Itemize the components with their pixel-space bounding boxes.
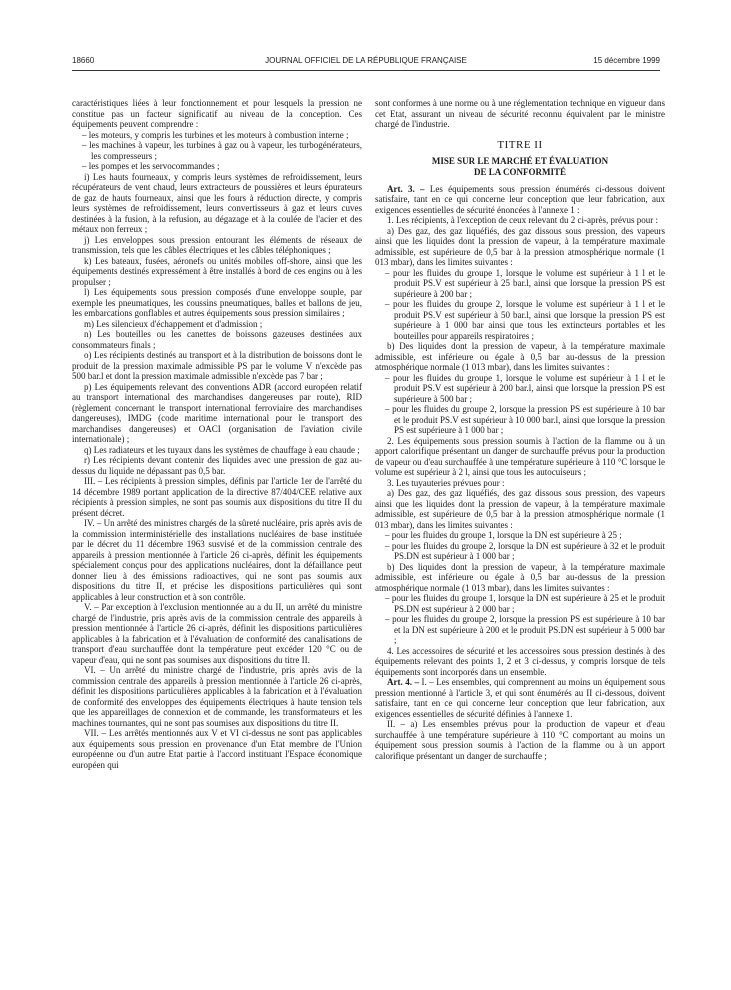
article-3-text: Les équipements sous pression énumérés ci-dessous doivent satisfaire, tant en ce qui concerne leur conception que leur fabrication, aux exigences essentielles de sécurité énoncées à l'annexe 1 : [375, 183, 665, 215]
paragraph: 4. Les accessoires de sécurité et les accessoires sous pression destinés à des équipements relevant des points 1, 2 et 3 ci-dessus, y compris lorsque de tels équipements sont incorporés dans un ensemble. [375, 645, 665, 677]
paragraph: i) Les hauts fourneaux, y compris leurs systèmes de refroidissement, leurs récupérateurs de vent chaud, leurs extracteurs de poussières et leurs épurateurs de gaz de hauts fourneaux, ainsi que les fours à réduction directe, y compris leurs systèmes de refroidissement, leurs convertisseurs à gaz et leurs cuves destinées à la fusion, à la refusion, au dégazage et à la coulée de l'acier et des métaux non ferreux ; [72, 171, 362, 234]
paragraph: a) Des gaz, des gaz liquéfiés, des gaz dissous sous pression, des vapeurs ainsi que les liquides dont la pression de vapeur, à la température maximale admissible, est supérieure de 0,5 bar à la pression atmosphérique normale (1 013 mbar), dans les limites suivantes : [375, 225, 665, 267]
list-item: – pour les fluides du groupe 1, lorsque le volume est supérieur à 1 l et le produit PS.V est supérieur à 25 bar.l, ainsi que lorsque la pression PS est supérieure à 200 bar ; [375, 268, 665, 300]
paragraph: b) Des liquides dont la pression de vapeur, à la température maximale admissible, est inférieure ou égale à 0,5 bar au-dessus de la pression atmosphérique normale (1 013 mbar), dans les limites suivantes : [375, 561, 665, 593]
paragraph: IV. – Un arrêté des ministres chargés de la sûreté nucléaire, pris après avis de la commission interministérielle des installations nucléaires de base instituée par le décret du 11 décembre 1963 susvisé et de la commission centrale des appareils à pression mentionnée à l'article 26 ci-après, définit les équipements spécialement conçus pour des applications nucléaires, dont la défaillance peut donner lieu à des émissions radioactives, qui ne sont pas soumis aux dispositions du titre II, et précise les dispositions particulières qui sont applicables à leur construction et à son contrôle. [72, 518, 362, 602]
paragraph: q) Les radiateurs et les tuyaux dans les systèmes de chauffage à eau chaude ; [84, 444, 360, 455]
paragraph: o) Les récipients destinés au transport et à la distribution de boissons dont le produit de la pression maximale admissible PS par le volume V n'excède pas 500 bar.l et dont la pression maximale admissible n'excède pas 7 bar ; [72, 350, 362, 381]
paragraph: b) Des liquides dont la pression de vapeur, à la température maximale admissible, est inférieure ou égale à 0,5 bar au-dessus de la pression atmosphérique normale (1 013 mbar), dans les limites suivantes : [375, 341, 665, 372]
paragraph: VII. – Les arrêtés mentionnés aux V et VI ci-dessus ne sont pas applicables aux équipements sous pression en provenance d'un Etat membre de l'Union européenne ou d'un autre Etat partie à l'accord instituant l'Espace économique européen qui [72, 728, 362, 770]
paragraph: 1. Les récipients, à l'exception de ceux relevant du 2 ci-après, prévus pour : [387, 215, 659, 225]
paragraph: 3. Les tuyauteries prévues pour : [387, 477, 505, 488]
paragraph: m) Les silencieux d'échappement et d'admission ; [84, 318, 263, 329]
page-header [72, 55, 660, 67]
list-item: – pour les fluides du groupe 1, lorsque la DN est supérieure à 25 ; [375, 530, 665, 541]
list-item: – les machines à vapeur, les turbines à gaz ou à vapeur, les turbogénérateurs, les compresseurs ; [72, 140, 362, 161]
paragraph: n) Les bouteilles ou les canettes de boissons gazeuses destinées aux consommateurs finals ; [72, 329, 362, 350]
list-item: – pour les fluides du groupe 1, lorsque la DN est supérieure à 25 et le produit PS.DN est supérieur à 2 000 bar ; [375, 593, 665, 614]
paragraph: k) Les bateaux, fusées, aéronefs ou unités mobiles off-shore, ainsi que les équipements destinés expressément à être installés à bord de ces engins ou à les propulser ; [72, 255, 362, 287]
paragraph: l) Les équipements sous pression composés d'une enveloppe souple, par exemple les pneumatiques, les coussins pneumatiques, balles et ballons de jeu, les embarcations gonflables et autres équipements sous pression similaires ; [72, 287, 362, 318]
list-item: – pour les fluides du groupe 2, lorsque la pression PS est supérieure à 10 bar et la DN est supérieure à 200 et le produit PS.DN est supérieur à 5 000 bar ; [375, 614, 665, 646]
issue-date: 15 décembre 1999 [593, 56, 660, 65]
page-number: 18660 [72, 56, 95, 65]
section-subtitle [375, 156, 665, 178]
article-3-paragraph [375, 184, 665, 216]
list-item: – pour les fluides du groupe 2, lorsque le volume est supérieur à 1 l et le produit PS.V est supérieur à 50 bar.l, ainsi que lorsque la pression PS est supérieure à 1 000 bar ainsi que tous les extincteurs portables et les bouteilles pour appareils respiratoires ; [375, 299, 665, 341]
titre-heading: TITRE II [497, 138, 543, 151]
article-4-ii-paragraph: II. – a) Les ensembles prévus pour la production de vapeur et d'eau surchauffée à une température supérieure à 110 °C comportant au moins un équipement sous pression soumis à l'action de la flamme ou à un apport calorifique présentant un danger de surchauffe ; [375, 719, 665, 761]
list-item: – pour les fluides du groupe 2, lorsque la pression PS est supérieure à 10 bar et le produit PS.V est supérieur à 10 000 bar.l, ainsi que lorsque la pression PS est supérieure à 1 000 bar ; [375, 404, 665, 436]
list-item: – les pompes et les servocommandes ; [72, 161, 362, 172]
header-rule [72, 70, 660, 71]
paragraph: 2. Les équipements sous pression soumis à l'action de la flamme ou à un apport calorifique présentant un danger de surchauffe prévus pour la production de vapeur ou d'eau surchauffée à une température supérieure à 110 °C lorsque le volume est supérieur à 2 l, ainsi que tous les autocuiseurs ; [375, 435, 665, 477]
article-3-label: Art. 3. – [387, 183, 425, 194]
paragraph: j) Les enveloppes sous pression entourant les éléments de réseaux de transmission, tels que les câbles électriques et les câbles téléphoniques ; [72, 234, 362, 255]
article-4-text: I. – Les ensembles, qui comprennent au moins un équipement sous pression mentionné à l'article 3, et qui sont énumérés au II ci-dessous, doivent satisfaire, tant en ce qui concerne leur conception que leur fabrication, aux exigences essentielles de sécurité définies à l'annexe 1. [375, 677, 665, 719]
paragraph: VI. – Un arrêté du ministre chargé de l'industrie, pris après avis de la commission centrale des appareils à pression mentionnée à l'article 26 ci-après, définit les dispositions particulières applicables à la fabrication et à l'évaluation de conformité des enveloppes des équipements électriques à haute tension tels que les appareillages de connexion et de commande, les transformateurs et les machines tournantes, qui ne sont pas soumises aux dispositions du titre II. [72, 665, 362, 728]
paragraph: III. – Les récipients à pression simples, définis par l'article 1er de l'arrêté du 14 décembre 1989 portant application de la directive 87/404/CEE relative aux récipients à pression simples, ne sont pas soumis aux dispositions du titre II du présent décret. [72, 476, 362, 518]
journal-title: JOURNAL OFFICIEL DE LA RÉPUBLIQUE FRANÇAISE [265, 56, 467, 65]
paragraph: r) Les récipients devant contenir des liquides avec une pression de gaz au-dessus du liquide ne dépassant pas 0,5 bar. [72, 455, 362, 476]
article-3-items [375, 215, 665, 677]
article-4-paragraph [375, 677, 665, 719]
paragraph: V. – Par exception à l'exclusion mentionnée au a du II, un arrêté du ministre chargé de l'industrie, pris après avis de la commission centrale des appareils à pression mentionnée à l'article 26 ci-après, définit les dispositions particulières applicables à la fabrication et à l'évaluation de conformité des canalisations de transport d'eau surchauffée dont la température peut excéder 120 °C ou de vapeur d'eau, qui ne sont pas soumises aux dispositions du titre II. [72, 602, 362, 665]
paragraph: caractéristiques liées à leur fonctionnement et pour lesquels la pression ne constitue pas un facteur significatif au niveau de la conception. Ces équipements peuvent comprendre : [72, 98, 362, 129]
list-item: – les moteurs, y compris les turbines et les moteurs à combustion interne ; [72, 130, 362, 141]
paragraph: p) Les équipements relevant des conventions ADR (accord européen relatif au transport international des marchandises dangereuses par route), RID (règlement concernant le transport international ferroviaire des marchandises dangereuses), IMDG (code maritime international pour le transport des marchandises dangereuses) et OACI (organisation de l'aviation civile internationale) ; [72, 381, 362, 444]
subtitle-line: MISE SUR LE MARCHÉ ET ÉVALUATION [431, 155, 609, 166]
subtitle-line: DE LA CONFORMITÉ [473, 166, 566, 177]
article-4-label: Art. 4. – [387, 677, 419, 687]
continuation-paragraph: sont conformes à une norme ou à une réglementation technique en vigueur dans cet Etat, assurant un niveau de sécurité reconnu équivalent par le ministre chargé de l'industrie. [375, 98, 665, 129]
left-column [72, 98, 362, 978]
paragraph: a) Des gaz, des gaz liquéfiés, des gaz dissous sous pression, des vapeurs ainsi que les liquides dont la pression de vapeur, à la température maximale admissible, est supérieure de 0,5 bar à la pression atmosphérique normale (1 013 mbar), dans les limites suivantes : [375, 488, 665, 530]
list-item: – pour les fluides du groupe 1, lorsque le volume est supérieur à 1 l et le produit PS.V est supérieur à 200 bar.l, ainsi que lorsque la pression PS est supérieure à 500 bar ; [375, 373, 665, 405]
list-item: – pour les fluides du groupe 2, lorsque la DN est supérieure à 32 et le produit PS.DN est supérieur à 1 000 bar ; [375, 541, 665, 562]
right-column [375, 98, 665, 978]
